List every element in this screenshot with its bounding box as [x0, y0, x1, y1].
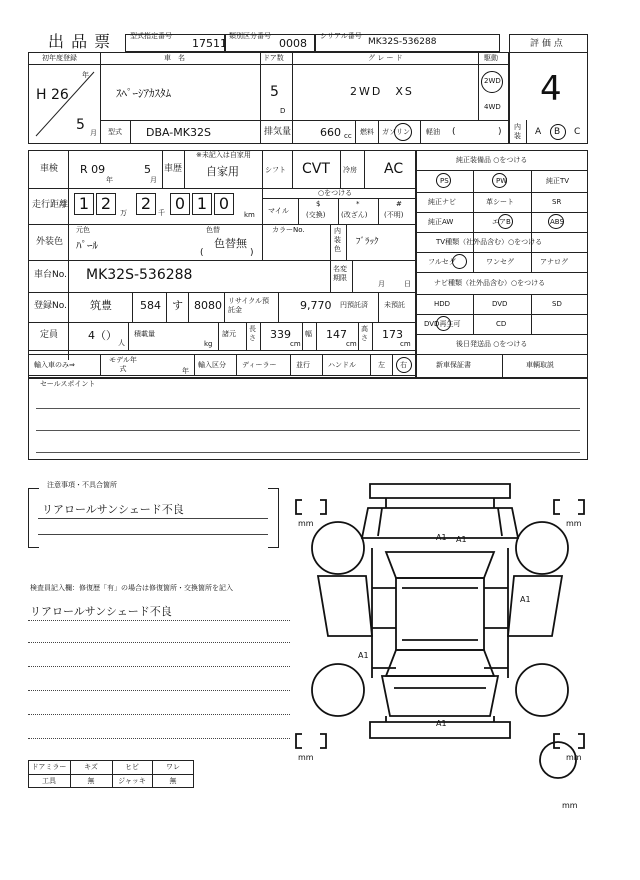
import-type-label: 輸入区分 — [198, 361, 226, 369]
model-year-unit: 年 — [182, 367, 189, 375]
later-manual: 車輌取説 — [526, 361, 554, 369]
first-reg-month: 5 — [76, 117, 85, 133]
star-mark: * — [356, 200, 360, 208]
original-color-label: 元色 — [76, 226, 90, 234]
navi-title: ナビ種類（社外品含む）○をつける — [434, 279, 546, 287]
year-unit: 年 — [82, 71, 89, 79]
equip-circle — [492, 173, 507, 188]
man-unit: 万 — [120, 209, 127, 217]
name-change-label: 名変期限 — [333, 265, 347, 282]
reg-num: 8080 — [194, 299, 222, 312]
equip-circle — [548, 214, 564, 229]
model-label: 型式 — [108, 128, 122, 136]
grade-label: グ レ ー ド — [368, 54, 403, 62]
handle-right: 右 — [400, 361, 407, 369]
damage-mark: A1 — [436, 719, 447, 728]
recycle-unpaid: 未預託 — [384, 301, 405, 309]
history-note: ※未記入は自家用 — [196, 151, 251, 159]
mile-label: マイル — [268, 207, 289, 215]
mm-label: mm — [566, 519, 582, 528]
mileage-digit: 1 — [78, 194, 90, 213]
mm-label: mm — [562, 801, 578, 810]
later-title: 後日発送品 ○をつける — [456, 340, 528, 348]
parallel-label: 並行 — [296, 361, 310, 369]
equip-sr: SR — [552, 198, 562, 206]
chassis-label: 車台No. — [34, 270, 67, 280]
fuel-value: ガソリン — [382, 128, 410, 136]
exchange-label: (交換) — [306, 211, 326, 219]
damage-mark: A1 — [456, 535, 467, 544]
equip-circle — [436, 173, 451, 188]
model-value: DBA-MK32S — [146, 126, 211, 139]
reg-area: 筑豊 — [90, 299, 112, 312]
type-no-value: 17511 — [192, 37, 227, 50]
ac-label: 冷房 — [343, 166, 357, 174]
mileage-label: 走行距離 — [32, 200, 69, 210]
drive-2wd: 2WD — [484, 77, 501, 85]
fuel-label: 燃料 — [360, 128, 374, 136]
bt-header: ヒビ — [125, 763, 139, 771]
interior-label: 内装 — [514, 123, 521, 140]
caution-label: 注意事項・不具合箇所 — [44, 482, 120, 489]
cm-unit: cm — [290, 340, 301, 348]
navi-hdd: HDD — [434, 300, 451, 308]
diesel-label: 軽油 — [426, 128, 440, 136]
drive-label: 駆動 — [484, 54, 498, 62]
ac-value: AC — [384, 161, 404, 177]
bt-value: 無 — [169, 777, 177, 785]
serial-label: シリアル番号 — [320, 32, 362, 40]
mm-label: mm — [566, 753, 582, 762]
equip-circle — [498, 214, 513, 229]
name-label: 車 名 — [164, 54, 185, 62]
displacement-label: 排気量 — [264, 127, 292, 137]
mm-label: mm — [298, 519, 314, 528]
navi-circle — [436, 316, 451, 331]
shaken-year-unit: 年 — [106, 176, 113, 184]
mileage-digit: 0 — [218, 194, 230, 213]
car-damage-diagram — [290, 478, 590, 818]
bt-value: 無 — [87, 777, 95, 785]
color-label: 外装色 — [36, 237, 64, 247]
interior-color-label: 内装色 — [334, 227, 341, 253]
load-unit: kg — [204, 340, 213, 348]
navi-cd: CD — [496, 320, 507, 328]
reg-class: 584 — [140, 299, 161, 312]
mileage-digit: 0 — [174, 194, 186, 213]
navi-sd: SD — [552, 300, 562, 308]
inspector-text: リアロールサンシェード不良 — [30, 605, 172, 618]
dealer-label: ディーラー — [242, 361, 277, 369]
interior-circle — [550, 124, 566, 140]
mileage-digit: 1 — [196, 194, 208, 213]
tampered-label: (改ざん) — [341, 211, 368, 219]
door-count: 5 — [270, 84, 279, 100]
damage-mark: A1 — [520, 595, 531, 604]
width-value: 147 — [326, 328, 347, 341]
score-label: 評 価 点 — [530, 39, 563, 49]
bt-header: キズ — [84, 763, 98, 771]
history-label: 車歴 — [164, 164, 183, 174]
mileage-digit: 2 — [140, 194, 152, 213]
class-no-value: 0008 — [279, 37, 307, 50]
equip-airbag: エアB — [492, 218, 511, 226]
serial-value: MK32S-536288 — [368, 37, 437, 47]
displacement-value: 660 — [320, 126, 341, 139]
doors-label: ドア数 — [263, 54, 284, 62]
caution-text: リアロールサンシェード不良 — [42, 503, 184, 516]
shift-value: CVT — [302, 161, 330, 177]
cm-unit: cm — [346, 340, 357, 348]
damage-mark: A1 — [436, 533, 447, 542]
repaint-label: 色替 — [206, 226, 220, 234]
tv-analog: アナログ — [540, 258, 568, 266]
model-year-label: モデル年式 — [109, 356, 137, 373]
unknown-label: (不明) — [384, 211, 404, 219]
shift-label: シフト — [265, 166, 286, 174]
equip-aw: 純正AW — [428, 218, 454, 226]
interior-grade-b: B — [554, 127, 561, 137]
cc-unit: cc — [344, 132, 352, 140]
capacity-unit: 人 — [118, 339, 125, 347]
tv-title: TV種類（社外品含む）○をつける — [436, 238, 543, 246]
door-suffix: D — [280, 107, 286, 115]
navi-dvd: DVD — [492, 300, 508, 308]
capacity-value: 4（） — [88, 329, 117, 342]
damage-mark: A1 — [358, 651, 369, 660]
bt-header: ドアミラー — [31, 763, 67, 771]
color-no-label: カラーNo. — [272, 226, 305, 234]
equip-tv: 純正TV — [546, 177, 570, 185]
tv-circle — [452, 254, 467, 269]
equip-abs: ABS — [550, 218, 564, 226]
bt-value: 工具 — [42, 777, 56, 785]
class-no-label: 類別区分番号 — [229, 32, 271, 40]
drive-4wd: 4WD — [484, 103, 501, 111]
length-label: 長さ — [249, 325, 256, 342]
mileage-note: ○をつける — [318, 189, 353, 197]
handle-left: 左 — [378, 361, 385, 369]
shaken-month-unit: 月 — [150, 176, 157, 184]
height-value: 173 — [382, 328, 403, 341]
interior-grade-c: C — [574, 127, 581, 137]
sales-point-label: セールスポイント — [40, 380, 96, 388]
length-value: 339 — [270, 328, 291, 341]
grade-value: 2WD XS — [350, 85, 414, 98]
shaken-era: R 09 — [80, 163, 106, 176]
type-no-label: 型式指定番号 — [130, 32, 172, 40]
nc-day: 日 — [404, 280, 411, 288]
equip-ps: PS — [440, 177, 449, 185]
handle-label: ハンドル — [328, 361, 356, 369]
navi-dvd-play: DVD再生可 — [424, 320, 461, 328]
later-warranty: 新車保証書 — [436, 361, 471, 369]
mileage-digit: 2 — [100, 194, 112, 213]
car-name: ｽﾍﾟｰｼｱｶｽﾀﾑ — [116, 87, 171, 100]
mm-label: mm — [298, 753, 314, 762]
original-color: ﾊﾟｰﾙ — [76, 239, 98, 252]
bt-header: ワレ — [166, 763, 180, 771]
recycle-label: リサイクル預託金 — [228, 297, 270, 314]
cm-unit: cm — [400, 340, 411, 348]
capacity-label: 定員 — [40, 330, 59, 340]
shaken-label: 車検 — [40, 164, 59, 174]
width-label: 幅 — [305, 330, 312, 338]
sheet-title: 出 品 票 — [48, 32, 112, 51]
height-label: 高さ — [361, 325, 368, 342]
history-value: 自家用 — [206, 165, 239, 178]
sales-point-box — [28, 378, 588, 460]
km-unit: km — [244, 211, 255, 219]
load-label: 積載量 — [134, 330, 155, 338]
score-value: 4 — [540, 69, 562, 109]
equipment-title: 純正装備品 ○をつける — [456, 156, 528, 164]
interior-color-value: ﾌﾞﾗｯｸ — [356, 237, 379, 247]
month-unit: 月 — [90, 129, 97, 137]
chassis-value: MK32S-536288 — [86, 267, 193, 283]
repaint-value: 色替無 — [214, 237, 247, 250]
reg-kana: す — [172, 299, 183, 312]
reg-label: 登録No. — [34, 301, 67, 311]
shaken-month: 5 — [144, 163, 151, 176]
tv-oneseg: ワンセグ — [486, 258, 514, 266]
nc-month: 月 — [378, 280, 385, 288]
equip-leather: 革シート — [486, 198, 514, 206]
first-reg-era: H 26 — [36, 87, 69, 103]
sen-unit: 千 — [158, 209, 165, 217]
tv-fullseg: フルセグ — [428, 258, 456, 266]
recycle-value: 9,770 — [300, 299, 332, 312]
size-label: 諸元 — [222, 330, 236, 338]
hash-mark: # — [396, 200, 402, 208]
recycle-status: 円預託済 — [340, 301, 368, 309]
dollar-sign: $ — [316, 200, 321, 208]
interior-grade-a: A — [535, 127, 542, 137]
bt-value: ジャッキ — [118, 777, 146, 785]
equip-pw: PW — [496, 177, 508, 185]
first-reg-label: 初年度登録 — [42, 54, 77, 62]
inspector-label: 検査員記入欄：修復歴「有」の場合は修復箇所・交換箇所を記入 — [30, 584, 233, 592]
fuel-circle — [394, 123, 412, 141]
import-label: 輸入車のみ⇒ — [34, 361, 75, 369]
equip-navi: 純正ナビ — [428, 198, 456, 206]
